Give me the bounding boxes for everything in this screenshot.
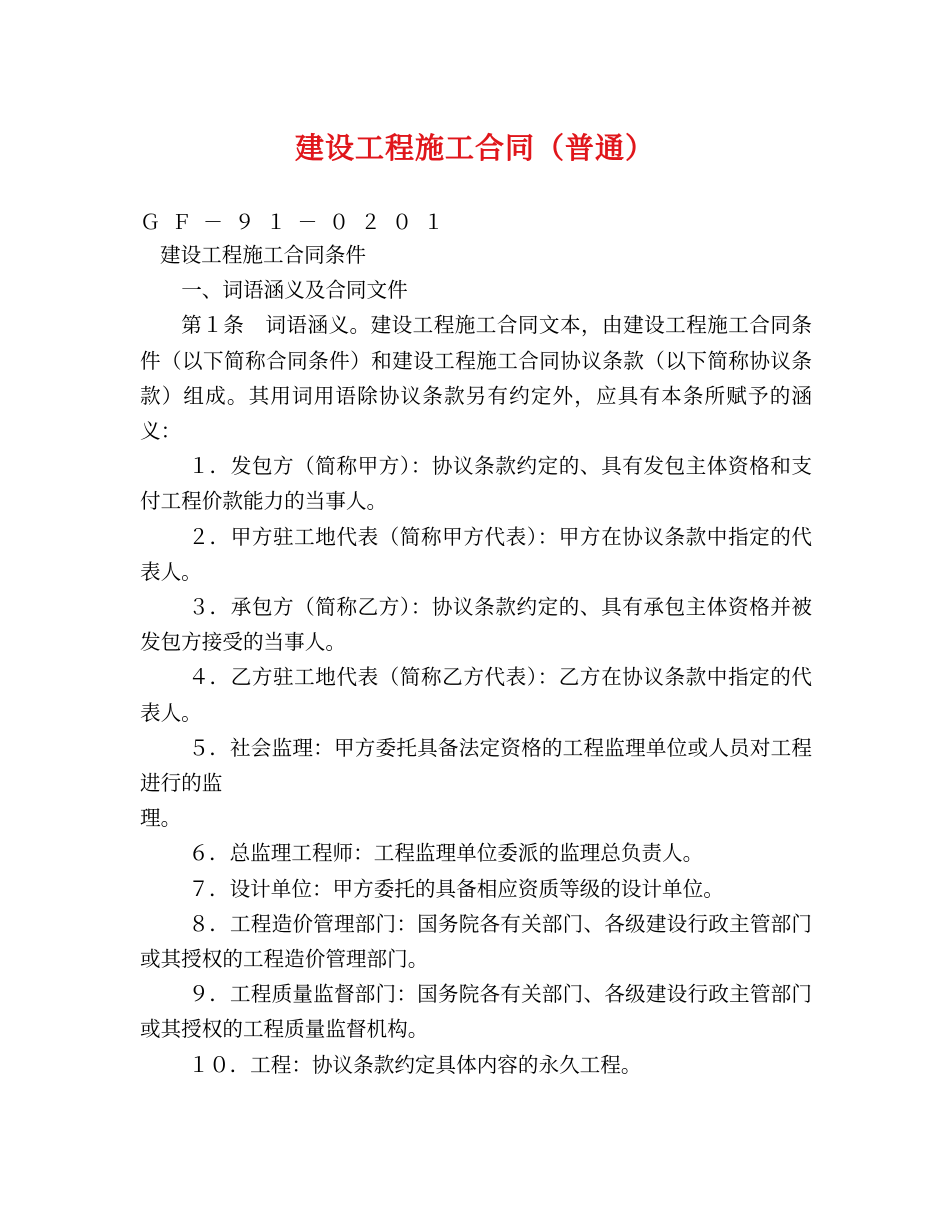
- definition-item: ３．承包方（简称乙方）：协议条款约定的、具有承包主体资格并被发包方接受的当事人。: [140, 595, 812, 655]
- section-heading: 一、词语涵义及合同文件: [181, 278, 408, 303]
- definition-item: ８．工程造价管理部门：国务院各有关部门、各级建设行政主管部门或其授权的工程造价管理部门。: [140, 911, 812, 972]
- definition-item: ２．甲方驻工地代表（简称甲方代表）：甲方在协议条款中指定的代表人。: [140, 524, 812, 584]
- definition-item-continuation: 理。: [140, 806, 182, 831]
- definition-item: ４．乙方驻工地代表（简称乙方代表）：乙方在协议条款中指定的代表人。: [140, 665, 812, 725]
- definition-item: ６．总监理工程师：工程监理单位委派的监理总负责人。: [188, 841, 704, 866]
- definition-item: ５．社会监理：甲方委托具备法定资格的工程监理单位或人员对工程进行的监: [140, 735, 812, 796]
- document-code: ＧＦ－９１－０２０１: [140, 210, 455, 234]
- definition-item: １．发包方（简称甲方）：协议条款约定的、具有发包主体资格和支付工程价款能力的当事人。: [140, 454, 812, 514]
- definition-item: ９．工程质量监督部门：国务院各有关部门、各级建设行政主管部门或其授权的工程质量监督机构。: [140, 982, 812, 1042]
- subtitle: 建设工程施工合同条件: [160, 243, 366, 267]
- definition-item: ７．设计单位：甲方委托的具备相应资质等级的设计单位。: [188, 876, 724, 901]
- definition-item: １０．工程：协议条款约定具体内容的永久工程。: [188, 1052, 642, 1077]
- document-title: 建设工程施工合同（普通）: [294, 131, 655, 165]
- document-body: [140, 238, 812, 1083]
- article-paragraph: 第１条 词语涵义。建设工程施工合同文本，由建设工程施工合同条件（以下简称合同条件）和建设工程施工合同协议条款（以下简称协议条款）组成。其用词用语除协议条款另有约定外，应具有本条所赋予的涵义：: [140, 313, 812, 444]
